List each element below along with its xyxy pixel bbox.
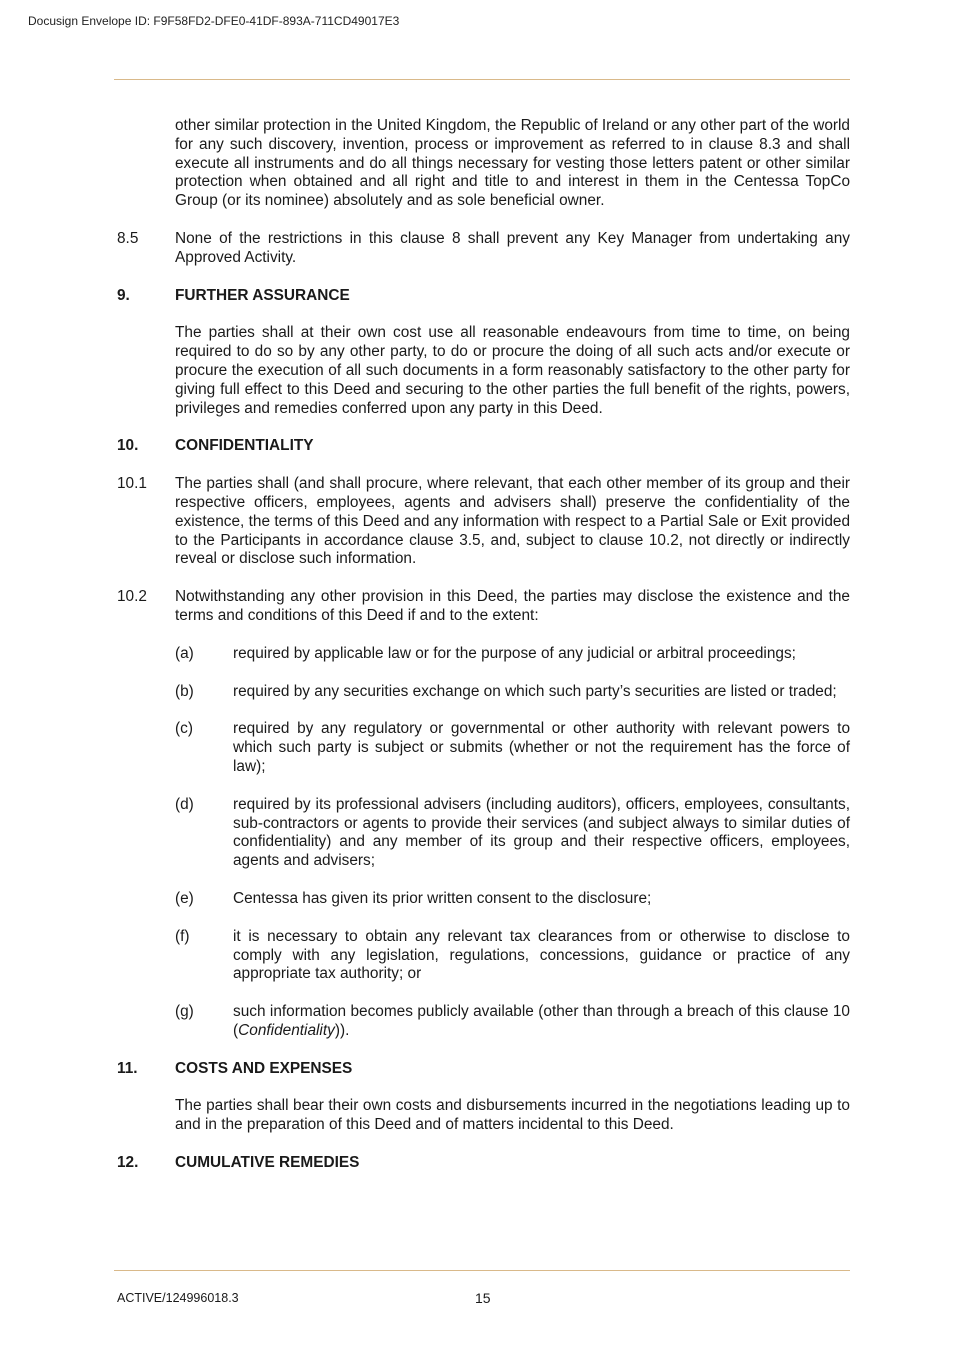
- list-item-c: [175, 720, 850, 776]
- section-title: COSTS AND EXPENSES: [175, 1059, 353, 1077]
- list-item-g: [175, 1003, 850, 1041]
- clause-text: Notwithstanding any other provision in this Deed, the parties may disclose the existence and the terms and conditions of this Deed if and to the extent:: [175, 588, 850, 624]
- clause-text: The parties shall (and shall procure, where relevant, that each other member of its group and their respective officers, employees, agents and advisers shall) preserve the confidentiality of the existence, the terms of this Deed and any information with respect to a Partial Sale or Exit provided to the Participants in accordance clause 3.5, and, subject to clause 10.2, not directly or indirectly reveal or disclose such information.: [175, 475, 850, 568]
- list-item-b: [175, 683, 850, 702]
- item-text: it is necessary to obtain any relevant tax clearances from or otherwise to disclose to comply with any legislation, regulations, concessions, guidance or practice of any appropriate tax authority; or: [233, 927, 850, 983]
- clause-text: None of the restrictions in this clause 8 shall prevent any Key Manager from undertaking any Approved Activity.: [175, 229, 850, 266]
- section-12-heading: [117, 1154, 850, 1173]
- item-text: required by applicable law or for the purpose of any judicial or arbitral proceedings;: [233, 644, 796, 662]
- item-text-italic: Confidentiality: [238, 1021, 335, 1039]
- section-9-heading: [117, 287, 850, 306]
- item-label: (a): [175, 644, 194, 662]
- clause-8-5: [117, 230, 850, 268]
- item-text-before: such information becomes publicly available (other than through a breach of this clause 10 (: [233, 1003, 850, 1039]
- list-item-a: [175, 645, 850, 664]
- header-divider: [114, 79, 850, 80]
- item-text-after: )).: [334, 1021, 350, 1039]
- section-11-heading: [117, 1060, 850, 1079]
- envelope-id: Docusign Envelope ID: F9F58FD2-DFE0-41DF-893A-711CD49017E3: [28, 14, 400, 28]
- item-text: required by any regulatory or governmental or other authority with relevant powers to which such party is subject or submits (whether or not the requirement has the force of law);: [233, 720, 850, 775]
- item-text: required by its professional advisers (including auditors), officers, employees, consultants, sub-contractors or agents to provide their services (and subject always to similar duties of confidentiality) and any member of its group and their respective officers, employees, agents and advisers;: [233, 795, 850, 870]
- section-number: 11.: [117, 1059, 138, 1077]
- list-item-f: [175, 928, 850, 984]
- page-number: 15: [475, 1290, 491, 1306]
- item-label: (d): [175, 795, 194, 813]
- section-number: 10.: [117, 437, 139, 455]
- document-reference: ACTIVE/124996018.3: [117, 1291, 239, 1305]
- item-text: [233, 1003, 850, 1041]
- section-title: FURTHER ASSURANCE: [175, 286, 350, 304]
- item-text: Centessa has given its prior written consent to the disclosure;: [233, 889, 652, 907]
- continuation-paragraph: other similar protection in the United Kingdom, the Republic of Ireland or any other part of the world for any such discovery, invention, process or improvement as referred to in clause 8.3 and shall execute all instruments and do all things necessary for vesting those letters patent or other similar protection when obtained and all right and title to and interest in them in the Centessa TopCo Group (or its nominee) absolutely and as sole beneficial owner.: [175, 117, 850, 210]
- item-label: (c): [175, 720, 193, 738]
- section-title: CONFIDENTIALITY: [175, 437, 314, 455]
- clause-number: 10.2: [117, 588, 147, 606]
- footer-divider: [114, 1270, 850, 1271]
- clause-number: 8.5: [117, 229, 139, 247]
- item-text: required by any securities exchange on which such party’s securities are listed or traded;: [233, 682, 837, 700]
- item-label: (b): [175, 682, 194, 700]
- section-9-text: The parties shall at their own cost use all reasonable endeavours from time to time, on being required to do so by any other party, to do or procure the doing of all such acts and/or execute or procure the execution of all such documents in a form reasonably satisfactory to the other party for giving full effect to this Deed and securing to the other parties the full benefit of the rights, powers, privileges and remedies conferred upon any party in this Deed.: [175, 324, 850, 417]
- item-label: (e): [175, 889, 194, 907]
- section-title: CUMULATIVE REMEDIES: [175, 1154, 360, 1172]
- item-label: (f): [175, 927, 190, 945]
- section-number: 12.: [117, 1154, 139, 1172]
- document-body: [117, 117, 850, 1173]
- list-item-d: [175, 796, 850, 871]
- section-11-text: The parties shall bear their own costs and disbursements incurred in the negotiations leading up to and in the preparation of this Deed and of matters incidental to this Deed.: [175, 1097, 850, 1134]
- clause-10-1: [117, 475, 850, 569]
- item-label: (g): [175, 1003, 194, 1021]
- list-item-e: [175, 890, 850, 909]
- section-number: 9.: [117, 286, 130, 304]
- section-10-heading: [117, 437, 850, 456]
- clause-10-2: [117, 588, 850, 626]
- clause-number: 10.1: [117, 475, 147, 493]
